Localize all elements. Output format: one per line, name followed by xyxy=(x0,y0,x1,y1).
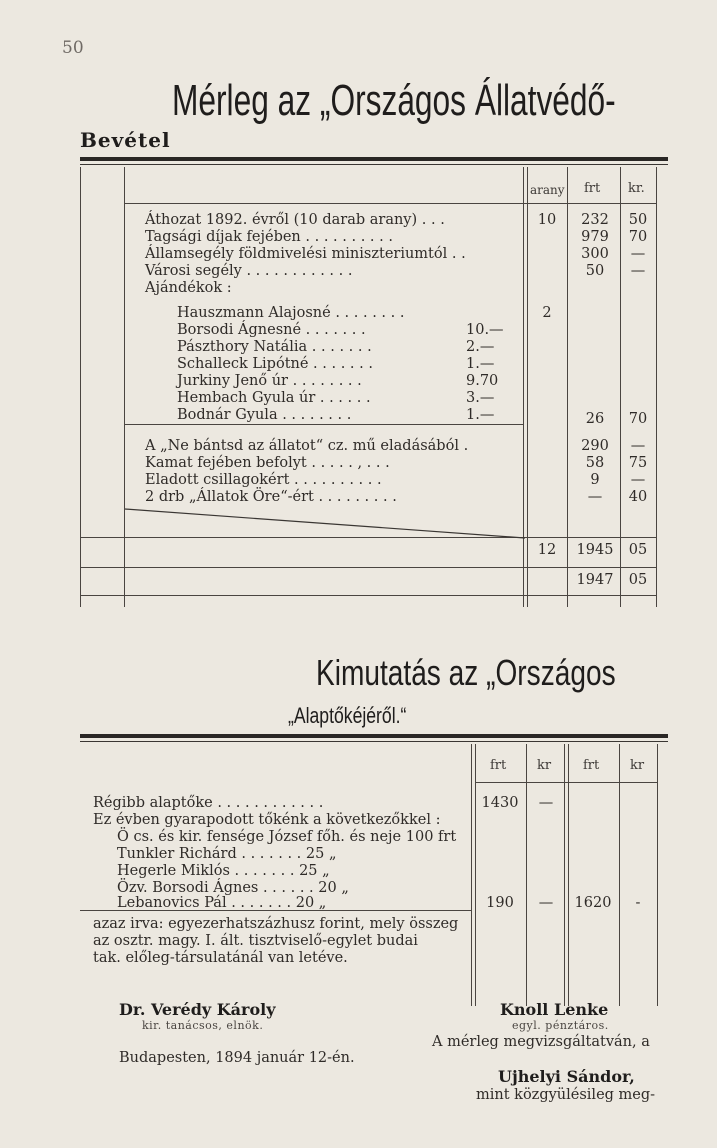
bevetel-row-label: Államsegély földmivelési miniszteriumtól . . xyxy=(145,246,466,262)
bevetel-row-kr: — xyxy=(630,263,646,279)
donor-name: Jurkiny Jenő úr . . . . . . . . xyxy=(177,373,362,389)
page-title: Mérleg az „Országos Állatvédő- xyxy=(172,76,616,125)
bevetel-row-kr: 75 xyxy=(628,455,648,471)
note-line: azaz irva: egyezerhatszázhusz forint, mely összeg xyxy=(93,916,459,932)
donor-amount: 10.— xyxy=(466,322,504,338)
mid-rule-thin xyxy=(80,741,668,742)
alaptoke-c4: - xyxy=(635,895,641,911)
donor-name: Schalleck Lipótné . . . . . . . xyxy=(177,356,373,372)
alaptoke-line: Özv. Borsodi Ágnes . . . . . . 20 „ xyxy=(117,880,349,896)
header-kr: kr. xyxy=(628,181,645,196)
donor-name: Bodnár Gyula . . . . . . . . xyxy=(177,407,352,423)
page-number: 50 xyxy=(62,38,84,58)
section-subtitle-alaptoke: „Alaptőkéjéről.“ xyxy=(288,703,407,728)
signature-left-name: Dr. Verédy Károly xyxy=(119,1000,276,1019)
donor-amount: 2.— xyxy=(466,339,495,355)
alaptoke-c2: — xyxy=(538,895,554,911)
alaptoke-line: Tunkler Richárd . . . . . . . 25 „ xyxy=(117,846,337,862)
bevetel-row-kr: 40 xyxy=(628,489,648,505)
bevetel-row-label: A „Ne bántsd az állatot“ cz. mű eladásából . xyxy=(145,438,469,454)
donor-amount: 3.— xyxy=(466,390,495,406)
donor-amount: 9.70 xyxy=(466,373,499,389)
subtotal-kr: 05 xyxy=(628,542,648,558)
bevetel-row-frt: — xyxy=(587,489,603,505)
subtotal-frt: 1945 xyxy=(576,542,614,558)
donor-amount: 1.— xyxy=(466,356,495,372)
bevetel-row-kr: — xyxy=(630,472,646,488)
alaptoke-line: Hegerle Miklós . . . . . . . 25 „ xyxy=(117,863,330,879)
signature-right-role: egyl. pénztáros. xyxy=(512,1019,609,1032)
bevetel-row-frt: 50 xyxy=(585,263,605,279)
bevetel-row-label: 2 drb „Állatok Öre“-ért . . . . . . . . . xyxy=(145,489,397,505)
place-date: Budapesten, 1894 január 12-én. xyxy=(119,1050,355,1066)
bevetel-row-label: Ajándékok : xyxy=(145,280,232,296)
header-arany: arany xyxy=(530,183,565,197)
total-frt: 1947 xyxy=(576,572,614,588)
top-rule xyxy=(80,157,668,161)
bevetel-row-label: Városi segély . . . . . . . . . . . . xyxy=(145,263,353,279)
alaptoke-line: Ez évben gyarapodott tőkénk a következőkkel : xyxy=(93,812,441,828)
section-label-bevetel: Bevétel xyxy=(80,128,171,152)
alaptoke-c1: 190 xyxy=(486,895,514,911)
audit-line: A mérleg megvizsgáltatván, a xyxy=(432,1034,650,1050)
strike-line xyxy=(125,505,525,540)
alaptoke-c3: 1620 xyxy=(574,895,612,911)
alaptoke-line: Lebanovics Pál . . . . . . . 20 „ xyxy=(117,895,327,911)
bevetel-row-label: Áthozat 1892. évről (10 darab arany) . . . xyxy=(145,212,445,228)
bevetel-row-kr: 70 xyxy=(628,229,648,245)
alaptoke-header-kr2: kr xyxy=(630,758,645,773)
note-line: az osztr. magy. I. ált. tisztviselő-egylet budai xyxy=(93,933,418,949)
donor-arany: 2 xyxy=(542,305,552,321)
alaptoke-header-frt2: frt xyxy=(583,758,600,773)
donor-name: Borsodi Ágnesné . . . . . . . xyxy=(177,322,366,338)
signature-left-role: kir. tanácsos, elnök. xyxy=(142,1019,264,1032)
signature-right-name: Knoll Lenke xyxy=(500,1000,609,1019)
alaptoke-c2: — xyxy=(538,795,554,811)
section-title-kimutatas: Kimutatás az „Országos xyxy=(316,652,616,693)
alaptoke-line: Régibb alaptőke . . . . . . . . . . . . xyxy=(93,795,324,811)
bevetel-row-frt: 58 xyxy=(585,455,605,471)
audit-line-2: mint közgyülésileg meg- xyxy=(476,1087,656,1103)
donor-name: Pászthory Natália . . . . . . . xyxy=(177,339,372,355)
bevetel-row-kr: — xyxy=(630,438,646,454)
header-frt: frt xyxy=(584,181,601,196)
donor-subtotal-kr: 70 xyxy=(628,411,648,427)
signature-right-name-2: Ujhelyi Sándor, xyxy=(498,1067,635,1086)
alaptoke-header-frt: frt xyxy=(490,758,507,773)
donor-subtotal-frt: 26 xyxy=(585,411,605,427)
bevetel-row-label: Kamat fejében befolyt . . . . . , . . . xyxy=(145,455,390,471)
alaptoke-line: Ö cs. és kir. fensége József főh. és neje 100 frt xyxy=(117,829,457,845)
donor-name: Hauszmann Alajosné . . . . . . . . xyxy=(177,305,405,321)
bevetel-row-kr: 50 xyxy=(628,212,648,228)
bevetel-row-frt: 9 xyxy=(590,472,600,488)
alaptoke-c1: 1430 xyxy=(481,795,519,811)
bevetel-row-frt: 290 xyxy=(581,438,609,454)
bevetel-row-frt: 232 xyxy=(581,212,609,228)
bevetel-row-frt: 979 xyxy=(581,229,609,245)
subtotal-arany: 12 xyxy=(537,542,557,558)
alaptoke-header-kr: kr xyxy=(537,758,552,773)
donor-name: Hembach Gyula úr . . . . . . xyxy=(177,390,371,406)
total-kr: 05 xyxy=(628,572,648,588)
donor-amount: 1.— xyxy=(466,407,495,423)
mid-rule xyxy=(80,734,668,738)
bevetel-row-label: Tagsági díjak fejében . . . . . . . . . . xyxy=(145,229,393,245)
top-rule-thin xyxy=(80,164,668,165)
note-line: tak. előleg-társulatánál van letéve. xyxy=(93,950,348,966)
bevetel-row-label: Eladott csillagokért . . . . . . . . . . xyxy=(145,472,382,488)
bevetel-row-kr: — xyxy=(630,246,646,262)
bevetel-row-frt: 300 xyxy=(581,246,609,262)
bevetel-row-arany: 10 xyxy=(537,212,557,228)
